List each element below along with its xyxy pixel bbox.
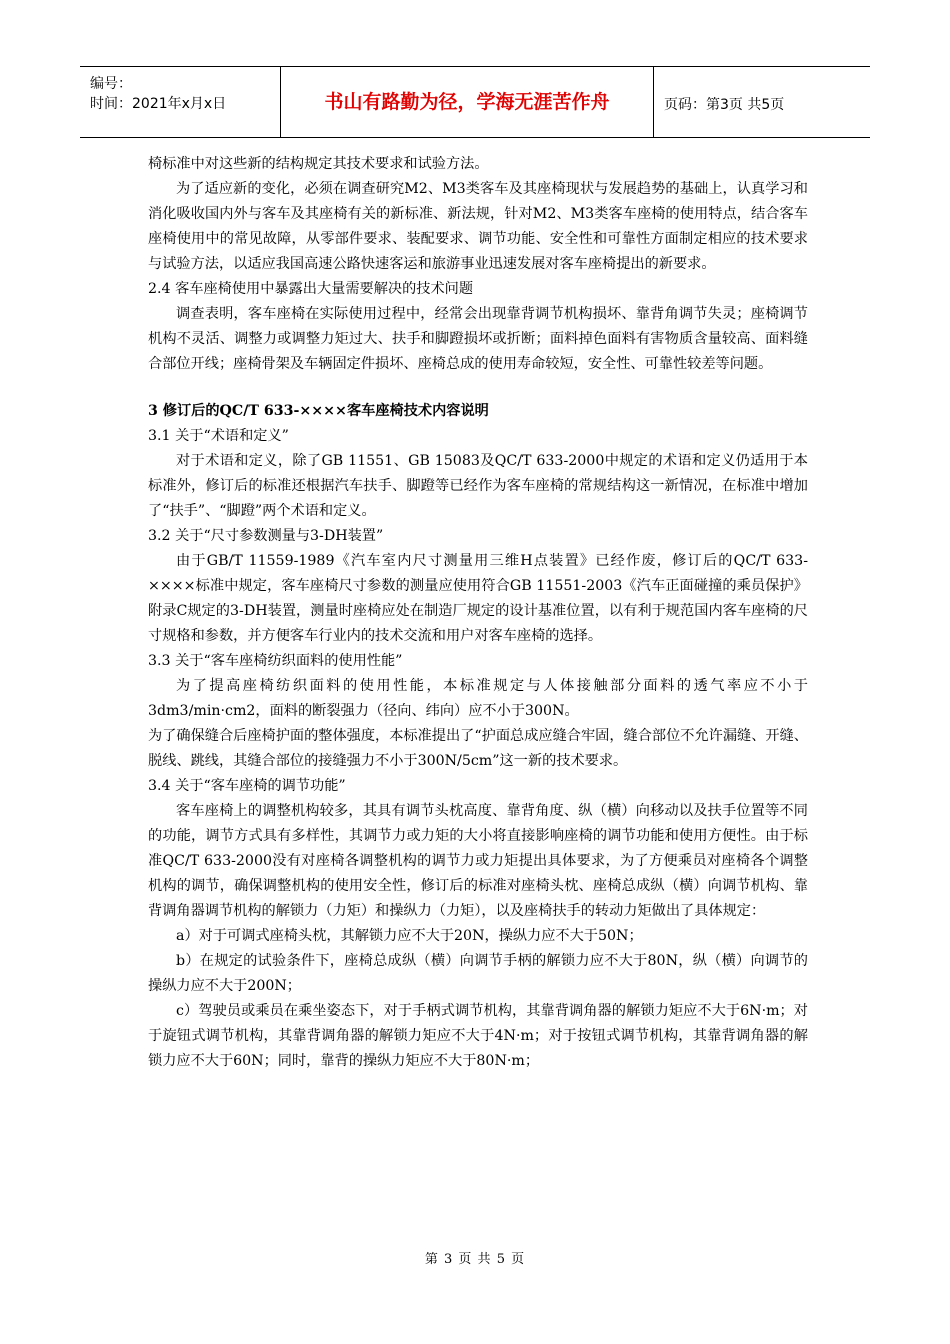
paragraph: 由于GB/T 11559-1989《汽车室内尺寸测量用三维H点装置》已经作废，修订后的QC/T 633-××××标准中规定，客车座椅尺寸参数的测量应使用符合GB 11551-2003《汽车正面碰撞的乘员保护》附录C规定的3-DH装置，测量时座椅应处在制造厂规定的设计基准位置，以有利于规范国内客车座椅的尺寸规格和参数，并方便客车行业内的技术交流和用户对客车座椅的选择。 xyxy=(148,553,808,644)
header-page-cell xyxy=(654,67,870,137)
paragraph: 为了确保缝合后座椅护面的整体强度，本标准提出了“护面总成应缝合牢固，缝合部位不允许漏缝、开缝、脱线、跳线，其缝合部位的接缝强力不小于300N/5cm”这一新的技术要求。 xyxy=(148,728,808,769)
section-heading-3-4: 3.4 关于“客车座椅的调节功能” xyxy=(148,778,346,794)
section-heading-3-1: 3.1 关于“术语和定义” xyxy=(148,428,289,444)
header-meta-cell xyxy=(80,67,281,137)
header-motto-cell xyxy=(281,67,654,137)
section-heading-2-4: 2.4 客车座椅使用中暴露出大量需要解决的技术问题 xyxy=(148,281,474,297)
list-item-b: b）在规定的试验条件下，座椅总成纵（横）向调节手柄的解锁力应不大于80N，纵（横）向调节的操纵力应不大于200N； xyxy=(148,953,808,994)
paragraph: 调查表明，客车座椅在实际使用过程中，经常会出现靠背调节机构损坏、靠背角调节失灵；座椅调节机构不灵活、调整力或调整力矩过大、扶手和脚蹬损坏或折断；面料掉色面料有害物质含量较高、面料缝合部位开线；座椅骨架及车辆固定件损坏、座椅总成的使用寿命较短，安全性、可靠性较差等问题。 xyxy=(148,306,808,372)
paragraph: 客车座椅上的调整机构较多，其具有调节头枕高度、靠背角度、纵（横）向移动以及扶手位置等不同的功能，调节方式具有多样性，其调节力或力矩的大小将直接影响座椅的调节功能和使用方便性。由于标准QC/T 633-2000没有对座椅各调整机构的调节力或力矩提出具体要求，为了方便乘员对座椅各个调整机构的调节，确保调整机构的使用安全性，修订后的标准对座椅头枕、座椅总成纵（横）向调节机构、靠背调角器调节机构的解锁力（力矩）和操纵力（力矩），以及座椅扶手的转动力矩做出了具体规定： xyxy=(148,803,808,919)
paragraph: 对于术语和定义，除了GB 11551、GB 15083及QC/T 633-2000中规定的术语和定义仍适用于本标准外，修订后的标准还根据汽车扶手、脚蹬等已经作为客车座椅的常规结构这一新情况，在标准中增加了“扶手”、“脚蹬”两个术语和定义。 xyxy=(148,453,808,519)
document-time-label: 时间：2021年x月x日 xyxy=(90,96,227,112)
paragraph: 为了提高座椅纺织面料的使用性能，本标准规定与人体接触部分面料的透气率应不小于3dm3/min·cm2，面料的断裂强力（径向、纬向）应不小于300N。 xyxy=(148,678,808,719)
section-heading-3: 3 修订后的QC/T 633-××××客车座椅技术内容说明 xyxy=(148,403,489,419)
document-number-label: 编号： xyxy=(90,76,132,92)
paragraph: 为了适应新的变化，必须在调查研究M2、M3类客车及其座椅现状与发展趋势的基础上，认真学习和消化吸收国内外与客车及其座椅有关的新标准、新法规，针对M2、M3类客车座椅的使用特点，结合客车座椅使用中的常见故障，从零部件要求、装配要求、调节功能、安全性和可靠性方面制定相应的技术要求与试验方法，以适应我国高速公路快速客运和旅游事业迅速发展对客车座椅提出的新要求。 xyxy=(148,181,808,272)
header-motto: 书山有路勤为径，学海无涯苦作舟 xyxy=(324,91,610,113)
spacer xyxy=(148,377,808,399)
section-heading-3-2: 3.2 关于“尺寸参数测量与3-DH装置” xyxy=(148,528,384,544)
section-heading-3-3: 3.3 关于“客车座椅纺织面料的使用性能” xyxy=(148,653,403,669)
paragraph: 椅标准中对这些新的结构规定其技术要求和试验方法。 xyxy=(148,156,489,172)
header-page-label: 页码：第3页 共5页 xyxy=(664,97,785,113)
page-footer: 第 3 页 共 5 页 xyxy=(424,1252,526,1267)
page-header xyxy=(80,66,870,138)
list-item-c: c）驾驶员或乘员在乘坐姿态下，对于手柄式调节机构，其靠背调角器的解锁力矩应不大于6N·m；对于旋钮式调节机构，其靠背调角器的解锁力矩应不大于4N·m；对于按钮式调节机构，其靠背调角器的解锁力应不大于60N；同时，靠背的操纵力矩应不大于80N·m； xyxy=(148,1003,808,1069)
document-body xyxy=(148,152,808,1074)
list-item-a: a）对于可调式座椅头枕，其解锁力应不大于20N，操纵力应不大于50N； xyxy=(176,928,643,944)
